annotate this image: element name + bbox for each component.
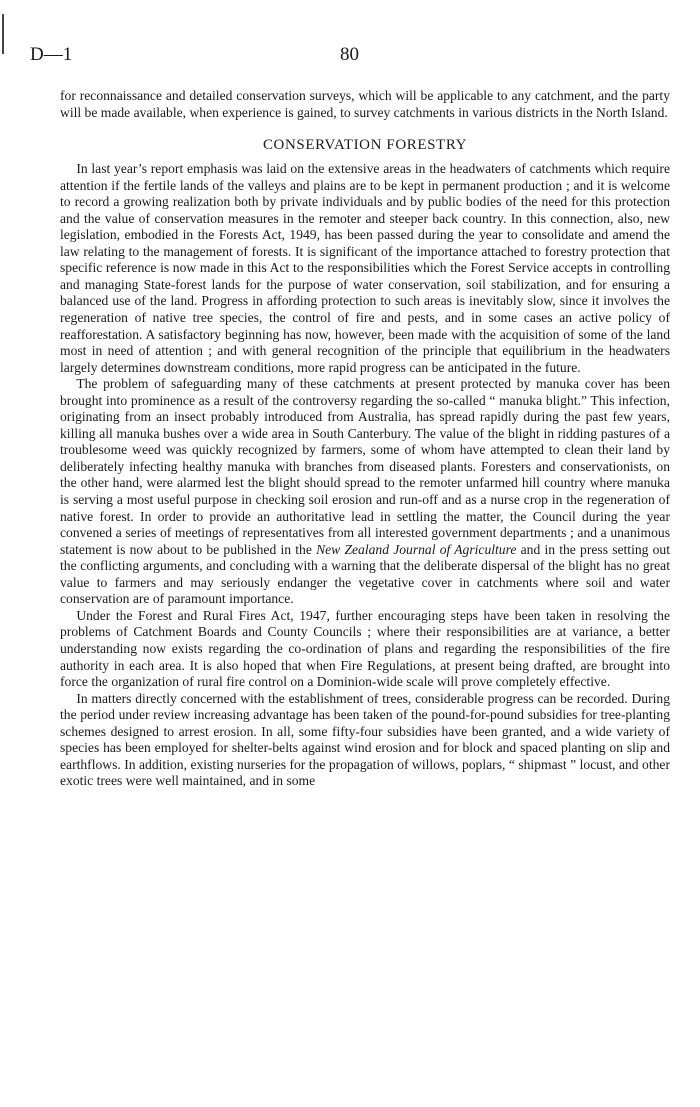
page-header	[30, 44, 670, 68]
page-body	[60, 88, 670, 790]
page-number: 80	[340, 44, 359, 65]
manuka-text-after-journal: and in the press setting out the conflicting arguments, and concluding with a warning that the deliberate dispersal of the blight has no great value to farmers and may seriously endanger the vegetative cover in catchments where soil and water conservation are of paramount importance.	[60, 541, 671, 607]
section-title: CONSERVATION FORESTRY	[262, 137, 468, 154]
manuka-text-before-journal: The problem of safeguarding many of these catchments at present protected by manuka cover has been brought into prominence as a result of the controversy regarding the so-called “ manuka blight.” This infection, originating from an insect probably introduced from Australia, has spread rapidly during the past few years, killing all manuka bushes over a wide area in South Canterbury. The value of the blight in ridding pastures of a troublesome weed was quickly recognized by farmers, some of whom have attempted to clean their land by deliberately infecting healthy manuka with branches from diseased plants. Foresters and conservationists, on the other hand, were alarmed lest the blight should spread to the remoter unfarmed hill country where manuka is serving a most useful purpose in checking soil erosion and run-off and as a nurse crop in the regeneration of native forest. In order to provide an authoritative lead in settling the matter, the Council during the year convened a series of meetings of representatives from all interested government departments ; and a unanimous statement is now about to be published in the	[60, 376, 670, 557]
document-code: D—1	[30, 44, 73, 65]
journal-title: New Zealand Journal of Agriculture	[316, 541, 517, 557]
paragraph-rural-fires-act: Under the Forest and Rural Fires Act, 1947, further encouraging steps have been taken in resolving the problems of Catchment Boards and County Councils ; where their responsibilities are at variance, a better understanding now exists regarding the co-ordination of plans and regarding the responsibilities of the fire authority in each area. It is also hoped that when Fire Regulations, at present being drafted, are brought into force the organization of rural fire control on a Dominion-wide scale will prove completely effective.	[60, 607, 670, 690]
margin-rule	[2, 14, 4, 54]
paragraph-manuka-blight	[60, 376, 670, 608]
paragraph-emphasis-headwaters: In last year’s report emphasis was laid on the extensive areas in the headwaters of catchments which require attention if the fertile lands of the valleys and plains are to be kept in permanent production ; and it is welcome to record a growing realization both by private individuals and by public bodies of the need for this protection and the value of conservation measures in the remoter and steeper back country. In this connection, also, new legislation, embodied in the Forests Act, 1949, has been passed during the year to consolidate and amend the law relating to the management of forests. It is significant of the importance attached to forestry protection that specific reference is now made in this Act to the responsibilities which the Forest Service accepts in controlling and managing State-forest lands for the purpose of water conservation, soil stabilization, and for ensuring a balanced use of the land. Progress in affording protection to such areas is inevitably slow, since it involves the regeneration of native tree species, the control of fire and pests, and in some cases an active policy of reafforestation. A satisfactory beginning has now, however, been made with the acquisition of some of the land most in need of attention ; and with general recognition of the principle that equilibrium in the headwaters largely determines downstream conditions, more rapid progress can be anticipated in the future.	[60, 161, 670, 375]
intro-paragraph: for reconnaissance and detailed conservation surveys, which will be applicable to any catchment, and the party will be made available, when experience is gained, to survey catchments in various districts in the North Island.	[60, 88, 670, 120]
paragraph-tree-establishment: In matters directly concerned with the establishment of trees, considerable progress can be recorded. During the period under review increasing advantage has been taken of the pound-for-pound subsidies for tree-planting schemes designed to arrest erosion. In all, some fifty-four subsidies have been granted, and a wide variety of species has been employed for shelter-belts against wind erosion and for block and spaced planting on slip and earthflows. In addition, existing nurseries for the propagation of willows, poplars, “ shipmast ” locust, and other exotic trees were well maintained, and in some	[60, 690, 670, 789]
